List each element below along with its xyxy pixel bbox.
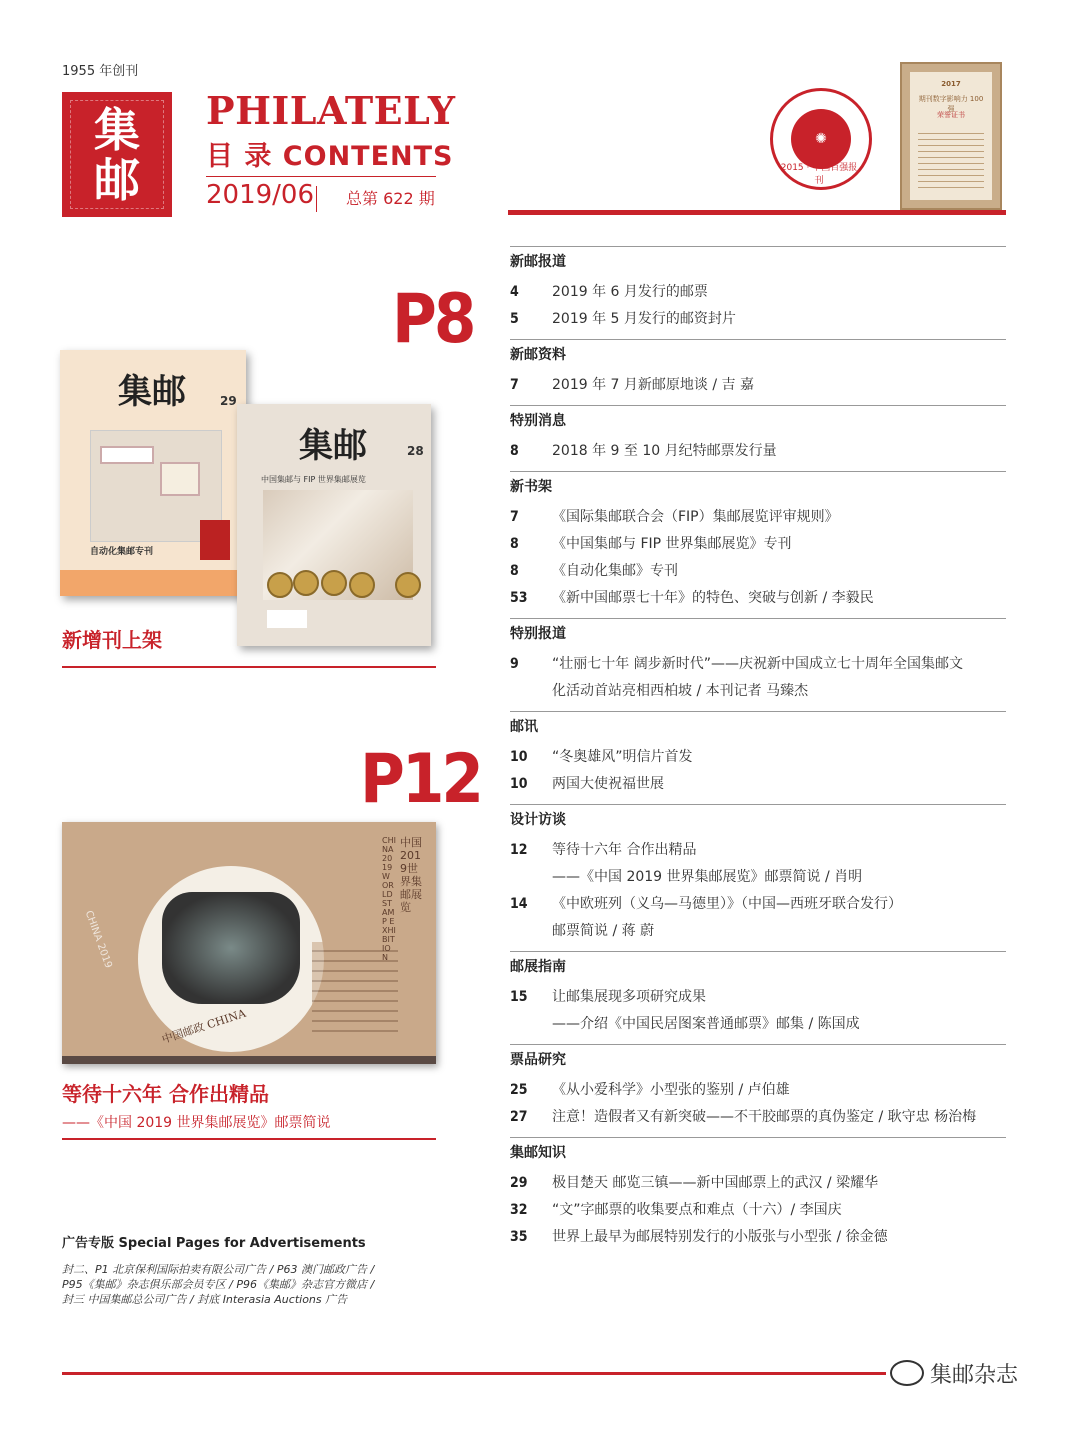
toc-entry[interactable]: [510, 918, 1006, 945]
table-of-contents: [510, 246, 1006, 1257]
toc-entry[interactable]: [510, 864, 1006, 891]
issue-number: 2019/06: [206, 180, 315, 210]
sheet-vertical-title: 中国2019世界集邮展览: [400, 836, 422, 914]
toc-entry-title: “壮丽七十年 阔步新时代”——庆祝新中国成立七十周年全国集邮文: [552, 656, 963, 672]
cert-year: 2017: [941, 80, 961, 88]
toc-entry-title: 注意！造假者又有新突破——不干胶邮票的真伪鉴定 / 耿守忠 杨治梅: [552, 1109, 977, 1125]
page-marker-p8: P8: [392, 280, 474, 359]
cert-seal: 荣誉证书: [937, 111, 965, 119]
toc-page-number: 32: [510, 1202, 528, 1218]
ads-list: [62, 1262, 462, 1307]
toc-entry[interactable]: [510, 438, 1006, 465]
contents-label: 目 录 CONTENTS: [206, 141, 454, 172]
toc-page-number: 10: [510, 776, 528, 792]
toc-entry[interactable]: [510, 558, 1006, 585]
toc-entry[interactable]: [510, 1011, 1006, 1038]
feature-subtitle: ——《中国 2019 世界集邮展览》邮票简说: [62, 1115, 331, 1131]
toc-page-number: 10: [510, 749, 528, 765]
toc-entry[interactable]: [510, 531, 1006, 558]
toc-entry-title: 《中欧班列（义乌—马德里）》（中国—西班牙联合发行）: [552, 896, 902, 912]
toc-section-heading: 设计访谈: [510, 812, 566, 828]
toc-section-heading: 新邮资料: [510, 347, 566, 363]
toc-entry-title: 极目楚天 邮览三镇——新中国邮票上的武汉 / 梁耀华: [552, 1175, 879, 1191]
bronze-artifact-image: [162, 892, 300, 1004]
toc-entry-title: 《从小爱科学》小型张的鉴别 / 卢伯雄: [552, 1082, 790, 1098]
toc-entry[interactable]: [510, 678, 1006, 705]
wechat-account[interactable]: [886, 1358, 1022, 1389]
toc-page-number: 8: [510, 443, 519, 459]
toc-entry[interactable]: [510, 1077, 1006, 1104]
toc-section-heading: 票品研究: [510, 1052, 566, 1068]
header-divider: [206, 176, 436, 177]
ads-line: 封三 中国集邮总公司广告 / 封底 Interasia Auctions 广告: [62, 1293, 348, 1306]
mag-caption: 自动化集邮专刊: [90, 547, 154, 557]
toc-page-number: 27: [510, 1109, 528, 1125]
toc-entry[interactable]: [510, 279, 1006, 306]
toc-entry[interactable]: [510, 651, 1006, 678]
toc-page-number: 14: [510, 896, 528, 912]
toc-entry[interactable]: [510, 585, 1006, 612]
toc-entry-title: 《自动化集邮》专刊: [552, 563, 678, 579]
toc-entry[interactable]: [510, 372, 1006, 399]
award-emblem-icon: ✺: [770, 88, 872, 190]
toc-page-number: [510, 918, 552, 945]
magazine-cover-28[interactable]: [237, 404, 431, 646]
toc-entry-title: 2018 年 9 至 10 月纪特邮票发行量: [552, 443, 777, 459]
toc-entry-title: 2019 年 6 月发行的邮票: [552, 284, 708, 300]
sheet-vertical-en: CHINA 2019 WORLD STAMP EXHIBITION: [382, 836, 396, 962]
left-rule-1: [62, 666, 436, 668]
toc-entry-title: ——介绍《中国民居图案普通邮票》邮集 / 陈国成: [552, 1016, 860, 1032]
toc-section-heading: 集邮知识: [510, 1145, 566, 1161]
toc-section-heading: 特别消息: [510, 413, 566, 429]
toc-entry[interactable]: [510, 744, 1006, 771]
toc-entry-title: 让邮集展现多项研究成果: [552, 989, 706, 1005]
toc-entry[interactable]: [510, 504, 1006, 531]
toc-entry-title: 两国大使祝福世展: [552, 776, 664, 792]
founded-note: 1955 年创刊: [62, 64, 139, 79]
toc-page-number: 7: [510, 377, 519, 393]
sheet-stamp-text: 中国邮政 CHINA: [160, 1006, 248, 1047]
toc-entry[interactable]: [510, 1104, 1006, 1131]
toc-page-number: 8: [510, 536, 519, 552]
toc-section: [510, 711, 1006, 804]
toc-entry[interactable]: [510, 837, 1006, 864]
ads-line: 封二、P1 北京保利国际拍卖有限公司广告 / P63 澳门邮政广告 /: [62, 1263, 375, 1276]
toc-page-number: 7: [510, 509, 519, 525]
page-marker-p12: P12: [360, 740, 481, 819]
toc-page-number: 35: [510, 1229, 528, 1245]
toc-section: [510, 618, 1006, 711]
left-rule-2: [62, 1138, 436, 1140]
toc-section-heading: 新书架: [510, 479, 552, 495]
feature-title: 等待十六年 合作出精品: [62, 1082, 269, 1106]
toc-page-number: 8: [510, 563, 519, 579]
magazine-logo: [62, 92, 172, 217]
toc-section-heading: 邮讯: [510, 719, 538, 735]
mag-caption: 中国集邮与 FIP 世界集邮展览: [261, 475, 366, 484]
toc-section: [510, 471, 1006, 618]
award-caption: 2015 · 中国百强报刊: [780, 163, 858, 186]
toc-entry-title: 《国际集邮联合会（FIP）集邮展览评审规则》: [552, 509, 839, 525]
logo-char-2: 邮: [94, 152, 140, 207]
mag-number: 29: [220, 394, 237, 408]
toc-section: [510, 339, 1006, 405]
bottom-accent-rule: [62, 1372, 1006, 1375]
toc-section: [510, 246, 1006, 339]
toc-page-number: 5: [510, 311, 519, 327]
toc-page-number: 29: [510, 1175, 528, 1191]
toc-page-number: 15: [510, 989, 528, 1005]
toc-entry[interactable]: [510, 306, 1006, 333]
wechat-icon: [890, 1360, 924, 1386]
toc-page-number: 53: [510, 590, 528, 606]
toc-entry[interactable]: [510, 891, 1006, 918]
toc-page-number: 25: [510, 1082, 528, 1098]
mag-title: 集邮: [118, 372, 186, 412]
toc-entry-title: 2019 年 5 月发行的邮资封片: [552, 311, 736, 327]
logo-char-1: 集: [94, 102, 140, 157]
new-issues-label: 新增刊上架: [62, 628, 162, 652]
toc-section-heading: 邮展指南: [510, 959, 566, 975]
toc-page-number: 4: [510, 284, 519, 300]
toc-entry-title: 《新中国邮票七十年》的特色、突破与创新 / 李毅民: [552, 590, 874, 606]
cert-title: 期刊数字影响力 100 强: [918, 95, 984, 113]
toc-section-heading: 新邮报道: [510, 254, 566, 270]
top-accent-rule: [508, 210, 1006, 215]
ads-title: 广告专版 Special Pages for Advertisements: [62, 1236, 366, 1251]
toc-page-number: [510, 678, 552, 705]
mag-title: 集邮: [299, 426, 367, 466]
toc-entry[interactable]: [510, 1170, 1006, 1197]
toc-section: [510, 1137, 1006, 1257]
toc-entry-title: ——《中国 2019 世界集邮展览》邮票简说 / 肖明: [552, 869, 863, 885]
toc-page-number: [510, 864, 552, 891]
stamp-sheet-image[interactable]: [62, 822, 436, 1064]
toc-section: [510, 804, 1006, 951]
certificate-image: [900, 62, 1002, 210]
sheet-side-text: CHINA 2019: [82, 909, 114, 970]
magazine-cover-29[interactable]: [60, 350, 246, 596]
ads-line: P95《集邮》杂志俱乐部会员专区 / P96《集邮》杂志官方微店 /: [62, 1278, 375, 1291]
toc-section-heading: 特别报道: [510, 626, 566, 642]
toc-entry-title: 2019 年 7 月新邮原地谈 / 吉 嘉: [552, 377, 754, 393]
toc-entry[interactable]: [510, 771, 1006, 798]
toc-entry-title: 世界上最早为邮展特别发行的小版张与小型张 / 徐金德: [552, 1229, 888, 1245]
issue-divider: [316, 186, 317, 212]
toc-entry-title: 邮票简说 / 蒋 蔚: [552, 923, 655, 939]
toc-page-number: 12: [510, 842, 528, 858]
toc-section: [510, 405, 1006, 471]
toc-section: [510, 951, 1006, 1044]
mag-number: 28: [407, 444, 424, 458]
wechat-name: 集邮杂志: [930, 1363, 1019, 1388]
toc-entry-title: 化活动首站亮相西柏坡 / 本刊记者 马臻杰: [552, 683, 809, 699]
toc-entry-title: “冬奥雄风”明信片首发: [552, 749, 693, 765]
toc-entry-title: 等待十六年 合作出精品: [552, 842, 697, 858]
total-issue: 总第 622 期: [346, 189, 435, 208]
toc-section: [510, 1044, 1006, 1137]
toc-entry[interactable]: [510, 984, 1006, 1011]
toc-page-number: 9: [510, 656, 519, 672]
toc-entry[interactable]: [510, 1197, 1006, 1224]
toc-entry-title: 《中国集邮与 FIP 世界集邮展览》专刊: [552, 536, 792, 552]
toc-page-number: [510, 1011, 552, 1038]
toc-entry-title: “文”字邮票的收集要点和难点（十六）/ 李国庆: [552, 1202, 842, 1218]
brand-title: PHILATELY: [206, 88, 456, 133]
toc-entry[interactable]: [510, 1224, 1006, 1251]
